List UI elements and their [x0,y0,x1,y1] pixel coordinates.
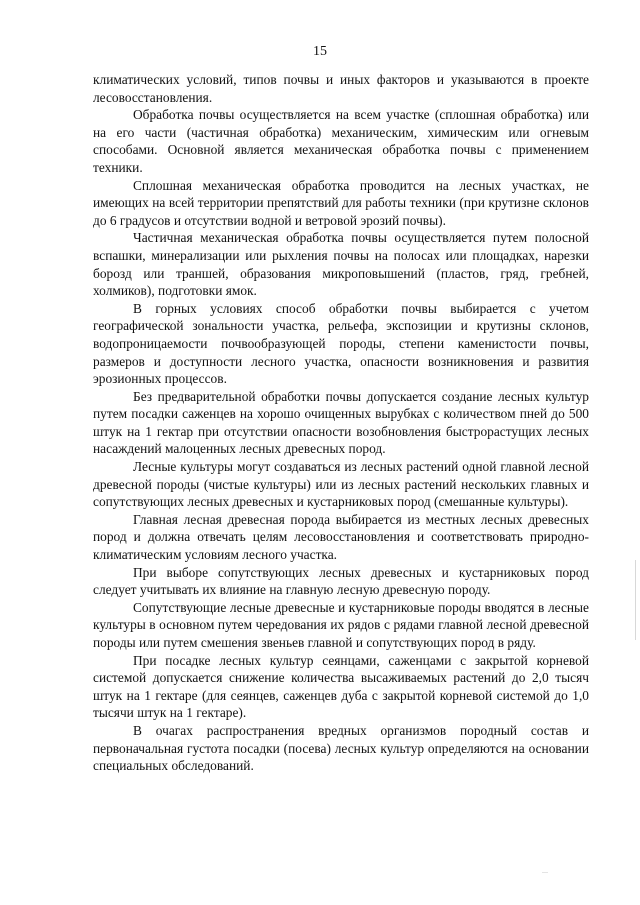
paragraph-soil-treatment: Обработка почвы осуществляется на всем участке (сплошная обработка) или на его части (частичная обработка) механическим, химическим или огневым способами. Основной является механическая обработка почвы с применением техники. [93,107,589,175]
scan-edge-mark [635,560,636,640]
paragraph-planting-density: При посадке лесных культур сеянцами, саженцами с закрытой корневой системой допускается снижение количества высаживаемых растений до 2,0 тысяч штук на 1 гектаре (для сеянцев, саженцев дуба с закрытой корневой системой до 1,0 тысячи штук на 1 гектаре). [93,652,589,721]
body-text [93,71,589,775]
scan-dust-mark [542,872,548,873]
paragraph-species-introduction: Сопутствующие лесные древесные и кустарниковые породы вводятся в лесные культуры в основном путем чередования их рядов с рядами главной лесной древесной породы или путем смешения звеньев главной и сопутствующих пород в ряду. [93,599,589,650]
page-number: 15 [313,44,327,59]
paragraph-partial-treatment: Частичная механическая обработка почвы осуществляется путем полосной вспашки, минерализации или рыхления почвы на полосах или площадках, нарезки борозд или траншей, образования микроповышений (пластов, гряд, гребней, холмиков), подготовки ямок. [93,230,589,299]
paragraph-pest-outbreaks: В очагах распространения вредных организмов породный состав и первоначальная густота посадки (посева) лесных культур определяются на основании специальных обследований. [93,722,589,774]
paragraph-main-species: Главная лесная древесная порода выбирается из местных лесных древесных пород и должна отвечать целям лесовосстановления и соответствовать природно-климатическим условиям лесного участка. [93,511,589,563]
paragraph-forest-cultures: Лесные культуры могут создаваться из лесных растений одной главной лесной древесной породы (чистые культуры) или из лесных растений нескольких главных и сопутствующих лесных древесных и кустарниковых пород (смешанные культуры). [93,459,589,510]
paragraph-accompanying-species: При выборе сопутствующих лесных древесных и кустарниковых пород следует учитывать их влияние на главную лесную древесную породу. [93,564,589,598]
paragraph-no-pretreatment: Без предварительной обработки почвы допускается создание лесных культур путем посадки саженцев на хорошо очищенных вырубках с количеством пней до 500 штук на 1 гектар при отсутствии опасности возобновления быстрорастущих лесных насаждений малоценных лесных древесных пород. [93,388,589,457]
paragraph-continuous-treatment: Сплошная механическая обработка проводится на лесных участках, не имеющих на всей территории препятствий для работы техники (при крутизне склонов до 6 градусов и отсутствии водной и ветровой эрозий почвы). [93,177,589,228]
paragraph-mountain-conditions: В горных условиях способ обработки почвы выбирается с учетом географической зональности участка, рельефа, экспозиции и крутизны склонов, водопроницаемости почвообразующей породы, степени каменистости почвы, размеров и доступности лесного участка, опасности возникновения и развития эрозионных процессов. [93,300,589,387]
paragraph-continuation: климатических условий, типов почвы и иных факторов и указываются в проекте лесовосстановления. [93,72,589,105]
